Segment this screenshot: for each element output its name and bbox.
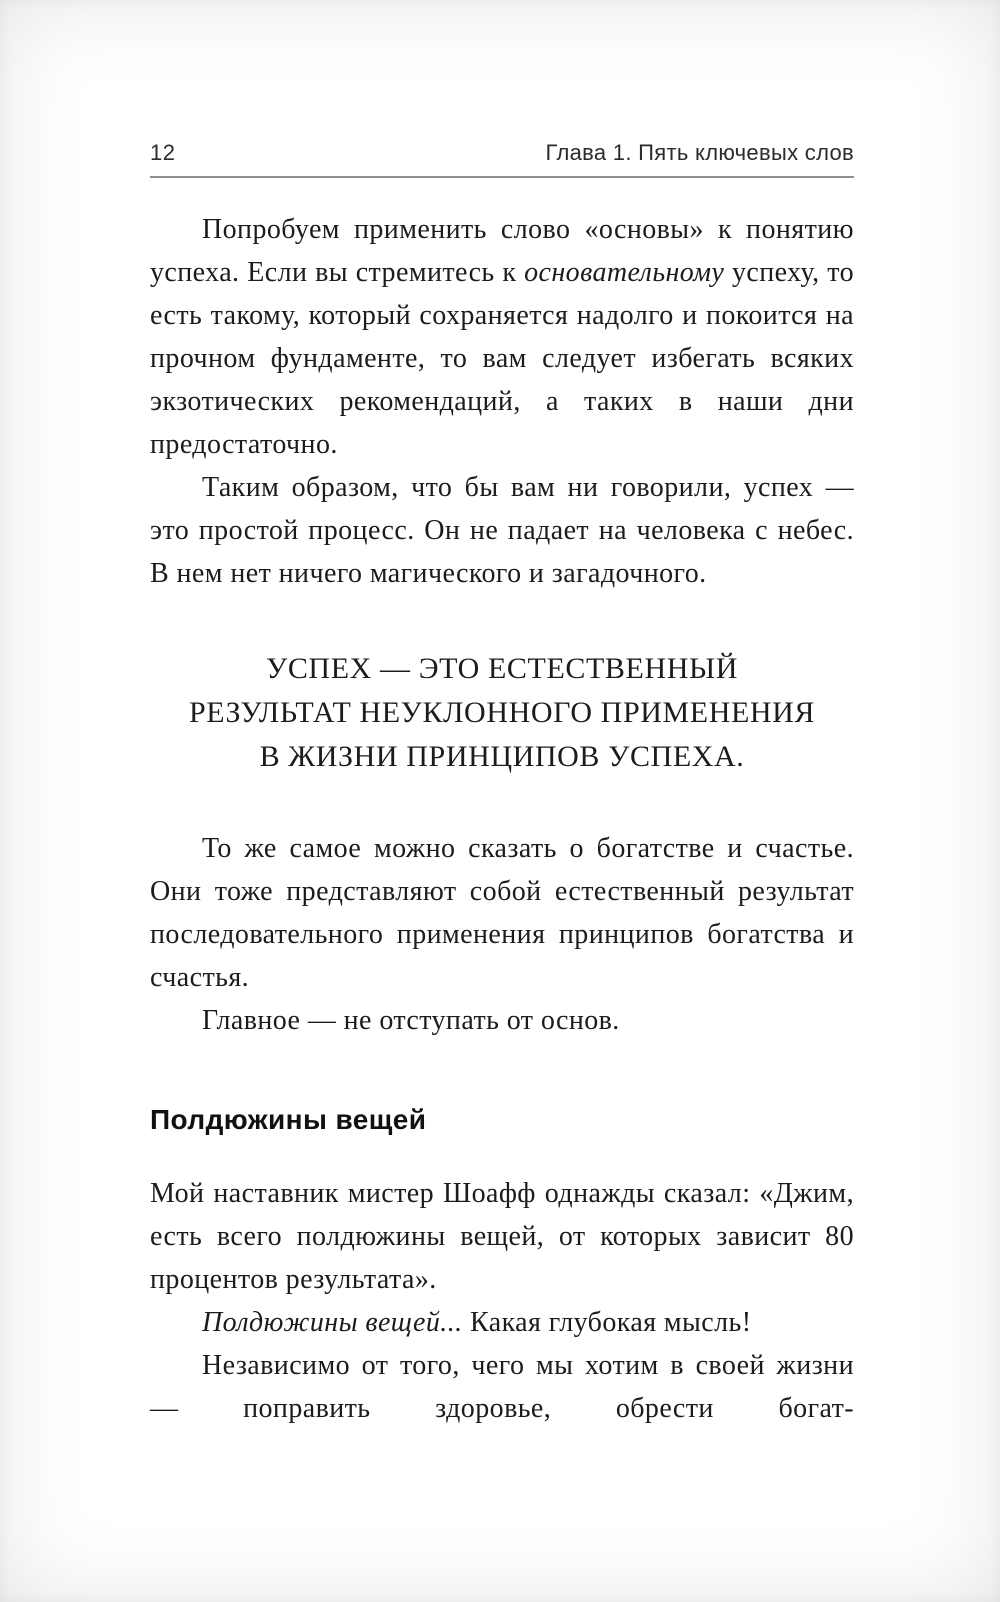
paragraph-nezavisimo: Независимо от того, чего мы хотим в своей жизни — поправить здоровье, обрести богат- bbox=[150, 1350, 854, 1424]
italic-text-run: основательному bbox=[524, 257, 725, 288]
paragraph-takim-obrazom: Таким образом, что бы вам ни говорили, успех — это простой процесс. Он не падает на человека с небес. В нем нет ничего магического и загадочного. bbox=[150, 472, 854, 589]
page-number: 12 bbox=[150, 140, 176, 165]
paragraph-to-zhe-samoe: То же самое можно сказать о богатстве и счастье. Они тоже представляют собой естественный результат последовательного применения принципов богатства и счастья. bbox=[150, 833, 854, 993]
running-header-title: Глава 1. Пять ключевых слов bbox=[545, 140, 854, 165]
header-rule bbox=[150, 176, 854, 178]
paragraph-osnovy bbox=[150, 208, 854, 466]
paragraph-poldyuzhiny bbox=[150, 1301, 854, 1344]
italic-text-run: Полдюжины вещей... bbox=[202, 1307, 463, 1338]
page-body bbox=[150, 208, 854, 1430]
paragraph-nastavnik: Мой наставник мистер Шоафф однажды сказал: «Джим, есть всего полдюжины вещей, от которых зависит 80 процентов результата». bbox=[150, 1178, 854, 1295]
paragraph-glavnoe: Главное — не отступать от основ. bbox=[202, 1005, 620, 1036]
callout-uspeh bbox=[150, 647, 854, 779]
callout-line: УСПЕХ — ЭТО ЕСТЕСТВЕННЫЙ bbox=[265, 652, 739, 685]
text-run: Какая глубокая мысль! bbox=[462, 1307, 752, 1338]
section-heading: Полдюжины вещей bbox=[150, 1104, 427, 1135]
running-header bbox=[150, 140, 854, 166]
callout-line: РЕЗУЛЬТАТ НЕУКЛОННОГО ПРИМЕНЕНИЯ bbox=[188, 696, 816, 729]
text-run: успеху, то есть такому, который сохраняется надолго и покоится на прочном фундаменте, то вам следует избегать всяких экзотических рекомендаций, а таких в наши дни предостаточно. bbox=[150, 257, 854, 460]
callout-line: В ЖИЗНИ ПРИНЦИПОВ УСПЕХА. bbox=[259, 740, 745, 773]
text-run: Попробуем применить слово «основы» к понятию успеха. Если вы стремитесь к bbox=[150, 214, 854, 288]
